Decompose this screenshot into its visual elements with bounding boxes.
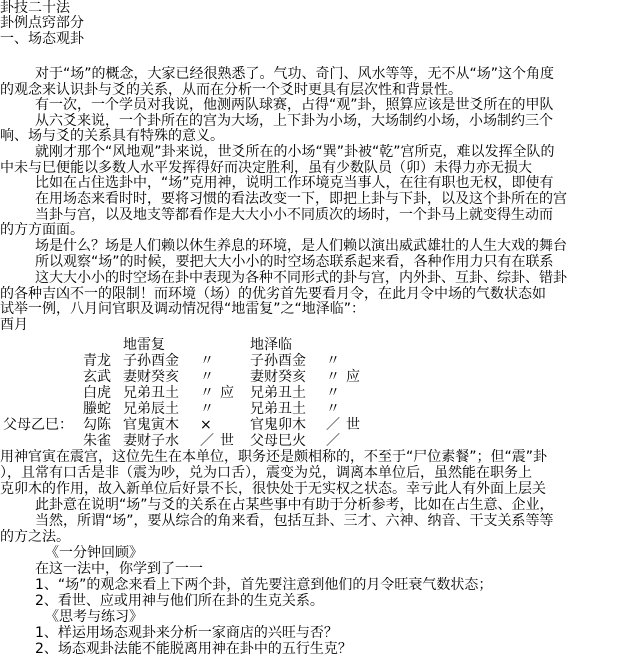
yao-mark-right: ／ [326,433,340,449]
review-intro: 在这一法中，你学到了一一 [35,561,203,577]
paragraph-line: 在用场态来看时时，要将习惯的看法改变一下，即把上卦与下卦，以及这个卦所在的宫 [35,191,567,207]
paragraph-line: 此卦意在说明“场”与爻的关系在占某些事中有助于分析参考，比如在占生意、企业， [35,497,554,513]
six-god: 螣蛇 [83,401,111,417]
yao-right: 子孙酉金 [250,353,306,369]
six-god: 白虎 [83,385,111,401]
review-item: 2、看世、应或用神与他们所在卦的生克关系。 [35,593,324,609]
paragraph-line: 中未与巳便能以多数人水平发挥得好而决定胜利，虽有少数队员（卯）未得力亦无损大 [0,160,532,176]
section-heading: 一、场态观卦 [0,31,84,47]
paragraph-line: 对于“场”的概念，大家已经很熟悉了。气功、奇门、风水等等，无不从“场”这个角度 [35,66,555,82]
chapter-subtitle: 卦例点窍部分 [0,15,84,31]
paragraph-line: ），且常有口舌是非（震为吵，兑为口舌），震变为兑，调离本单位后，虽然能在职务上 [0,465,532,481]
yao-mark-left: ／ [200,433,214,449]
practice-item: 1、样运用场态观卦来分析一家商店的兴旺与否？ [35,625,338,641]
paragraph-line: 当然，所谓“场”，要从综合的角来看，包括互卦、三才、六神、纳音、干支关系等等 [35,513,554,529]
six-god: 青龙 [83,353,111,369]
paragraph-line: 用神官寅在震宫，这位先生在本单位，职务还是颇相称的，不至于“尸位素餐”；但“震”卦 [0,449,548,465]
review-item: 1、“场”的观念来看上下两个卦，首先要注意到他们的月令旺衰气数状态； [35,577,493,593]
yao-mark-right: 〃 [326,401,340,417]
yao-left: 妻财子水 [123,433,179,449]
yao-mark-left: 〃 [200,353,214,369]
example-month: 酉月 [0,317,28,333]
review-heading: 《一分钟回顾》 [45,545,143,561]
yao-mark-left: 〃 [200,401,214,417]
yao-mark-right: 〃 [326,385,340,401]
paragraph-line: 所以观察“场”的时候，要把大大小小的时空场态联系起来看，各种作用力只有在联系 [35,254,554,270]
yao-left: 妻财癸亥 [123,369,179,385]
paragraph-line: 当卦与宫，以及地支等都看作是大大小小不同质次的场时，一个卦马上就变得生动而 [35,207,553,223]
six-god: 朱雀 [83,433,111,449]
yao-left: 兄弟辰土 [123,401,179,417]
ying-marker: 应 [346,369,360,385]
paragraph-line: 的方之法。 [0,529,70,545]
yao-right: 兄弟丑土 [250,385,306,401]
six-god: 勾陈 [83,417,111,433]
yao-mark-right: ／ [326,417,340,433]
yao-right: 兄弟丑土 [250,401,306,417]
practice-heading: 《思考与练习》 [45,609,143,625]
book-title: 卦技二十法 [0,0,70,16]
yao-mark-left: × [200,417,212,433]
yao-left: 兄弟丑土 [123,385,179,401]
paragraph-line: 比如在占住选卦中，“场”克用神，说明工作环境克当事人，在往有职也无权，即使有 [35,175,554,191]
yao-right: 妻财癸亥 [250,369,306,385]
shi-marker: 世 [220,433,234,449]
six-god: 玄武 [83,369,111,385]
paragraph-line: 从六爻来说，一个卦所在的宫为大场，上下卦为小场，大场制约小场，小场制约三个 [35,113,553,129]
date-label: 父母乙巳： [3,417,73,433]
paragraph-line: 试举一例，八月问官职及调动情况得“地雷复”之“地泽临”： [0,301,366,317]
paragraph-line: 克卯木的作用，故入新单位后好景不长，很快处于无实权之状态。幸亏此人有外面上层关 [0,481,546,497]
paragraph-line: 的观念来认识卦与爻的关系，从而在分析一个爻时更具有层次性和背景性。 [0,82,462,98]
paragraph-line: 场是什么？场是人们赖以休生养息的环境，是人们赖以演出威武雄壮的人生大戏的舞台 [35,238,567,254]
yao-right: 官鬼卯木 [250,417,306,433]
paragraph-line: 响、场与爻的关系具有特殊的意义。 [0,128,224,144]
yao-mark-left: 〃 [200,385,214,401]
paragraph-line: 有一次，一个学员对我说，他测两队球赛，占得“观”卦，照算应该是世爻所在的甲队 [35,97,554,113]
yao-left: 官鬼寅木 [123,417,179,433]
yao-mark-left: 〃 [200,369,214,385]
practice-item: 2、场态观卦法能不能脱离用神在卦中的五行生克？ [35,641,352,657]
gua-name-left: 地雷复 [123,337,165,353]
paragraph-line: 的方方面面。 [0,222,84,238]
paragraph-line: 这大大小小的时空场在卦中表现为各种不同形式的卦与宫，内外卦、互卦、综卦、错卦 [35,270,567,286]
gua-name-right: 地泽临 [250,337,292,353]
paragraph-line: 就刚才那个“风地观”卦来说，世爻所在的小场“巽”卦被“乾”宫所克，难以发挥全队的 [35,144,555,160]
yao-left: 子孙酉金 [123,353,179,369]
yao-mark-right: 〃 [326,353,340,369]
shi-marker: 世 [346,417,360,433]
yao-right: 父母巳火 [250,433,306,449]
yao-mark-right: 〃 [326,369,340,385]
ying-marker: 应 [220,385,234,401]
paragraph-line: 的各种吉凶不一的限制！而环境（场）的优劣首先要看月令，在此月令中场的气数状态如 [0,286,546,302]
